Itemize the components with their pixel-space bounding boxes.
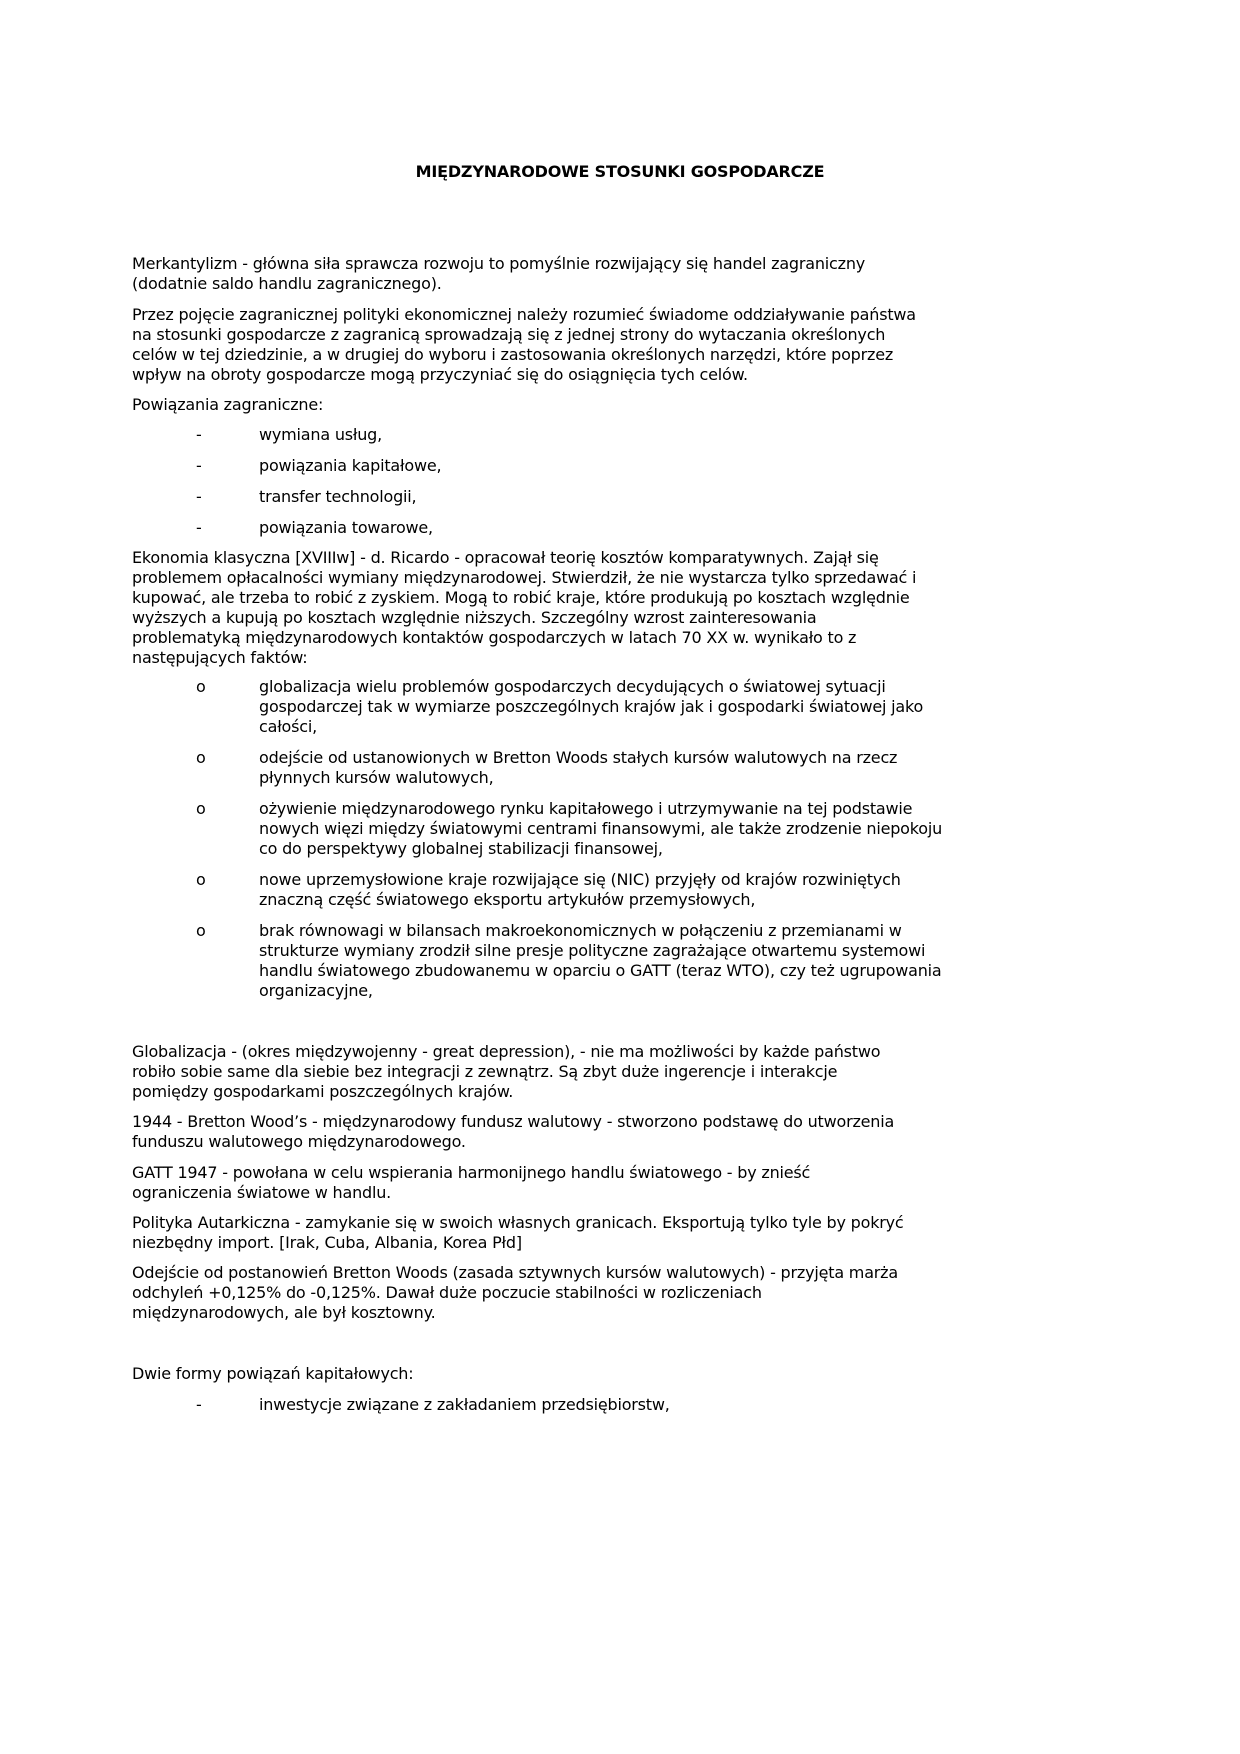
- list-bullet: -: [196, 425, 202, 444]
- text-line: Odejście od postanowień Bretton Woods (zasada sztywnych kursów walutowych) - przyjęta marża: [132, 1263, 898, 1282]
- text-line: GATT 1947 - powołana w celu wspierania harmonijnego handlu światowego - by znieść: [132, 1163, 811, 1182]
- list-item-text: [259, 921, 942, 1001]
- paragraph: [132, 1112, 1012, 1152]
- text-line: Polityka Autarkiczna - zamykanie się w swoich własnych granicach. Eksportują tylko tyle by pokryć: [132, 1213, 904, 1232]
- text-line: organizacyjne,: [259, 981, 373, 1000]
- text-line: płynnych kursów walutowych,: [259, 768, 494, 787]
- text-line: na stosunki gospodarcze z zagranicą sprowadzają się z jednej strony do wytaczania określonych: [132, 325, 886, 344]
- text-line: następujących faktów:: [132, 648, 308, 667]
- list-item-text: [259, 677, 923, 737]
- list-item-text: [259, 799, 942, 859]
- paragraph: [132, 1263, 1012, 1323]
- paragraph: [132, 254, 1012, 294]
- list-bullet: -: [196, 487, 202, 506]
- paragraph: [132, 1364, 1012, 1384]
- text-line: robiło sobie same dla siebie bez integracji z zewnątrz. Są zbyt duże ingerencje i interakcje: [132, 1062, 838, 1081]
- paragraph: [132, 1213, 1012, 1253]
- text-line: wyższych a kupują po kosztach względnie niższych. Szczególny wzrost zainteresowania: [132, 608, 817, 627]
- text-line: pomiędzy gospodarkami poszczególnych krajów.: [132, 1082, 514, 1101]
- list-item-text: [259, 518, 433, 538]
- list-bullet: -: [196, 1395, 202, 1414]
- list-item-text: [259, 870, 901, 910]
- text-line: Dwie formy powiązań kapitałowych:: [132, 1364, 414, 1383]
- text-line: kupować, ale trzeba to robić z zyskiem. Mogą to robić kraje, które produkują po kosztach względnie: [132, 588, 910, 607]
- text-line: ograniczenia światowe w handlu.: [132, 1183, 392, 1202]
- list-bullet: o: [196, 748, 206, 767]
- text-line: wymiana usług,: [259, 425, 383, 444]
- text-line: brak równowagi w bilansach makroekonomicznych w połączeniu z przemianami w: [259, 921, 902, 940]
- text-line: inwestycje związane z zakładaniem przedsiębiorstw,: [259, 1395, 670, 1414]
- text-line: wpływ na obroty gospodarcze mogą przyczyniać się do osiągnięcia tych celów.: [132, 365, 748, 384]
- list-item-text: [259, 1395, 670, 1415]
- text-line: odejście od ustanowionych w Bretton Woods stałych kursów walutowych na rzecz: [259, 748, 898, 767]
- text-line: ożywienie międzynarodowego rynku kapitałowego i utrzymywanie na tej podstawie: [259, 799, 913, 818]
- text-line: niezbędny import. [Irak, Cuba, Albania, Korea Płd]: [132, 1233, 522, 1252]
- text-line: nowych więzi między światowymi centrami finansowymi, ale także zrodzenie niepokoju: [259, 819, 943, 838]
- list-bullet: o: [196, 799, 206, 818]
- text-line: Globalizacja - (okres międzywojenny - great depression), - nie ma możliwości by każde państwo: [132, 1042, 881, 1061]
- text-line: problemem opłacalności wymiany międzynarodowej. Stwierdził, że nie wystarcza tylko sprzedawać i: [132, 568, 917, 587]
- text-line: (dodatnie saldo handlu zagranicznego).: [132, 274, 442, 293]
- list-bullet: o: [196, 921, 206, 940]
- document-title: MIĘDZYNARODOWE STOSUNKI GOSPODARCZE: [415, 162, 825, 181]
- text-line: powiązania kapitałowe,: [259, 456, 442, 475]
- text-line: Ekonomia klasyczna [XVIIIw] - d. Ricardo - opracował teorię kosztów komparatywnych. Zajął się: [132, 548, 879, 567]
- text-line: międzynarodowych, ale był kosztowny.: [132, 1303, 436, 1322]
- text-line: znaczną część światowego eksportu artykułów przemysłowych,: [259, 890, 756, 909]
- list-item-text: [259, 748, 897, 788]
- text-line: odchyleń +0,125% do -0,125%. Dawał duże poczucie stabilności w rozliczeniach: [132, 1283, 762, 1302]
- text-line: Merkantylizm - główna siła sprawcza rozwoju to pomyślnie rozwijający się handel zagraniczny: [132, 254, 866, 273]
- list-bullet: o: [196, 677, 206, 696]
- text-line: celów w tej dziedzinie, a w drugiej do wyboru i zastosowania określonych narzędzi, które poprzez: [132, 345, 894, 364]
- paragraph: [132, 395, 1012, 415]
- text-line: Powiązania zagraniczne:: [132, 395, 324, 414]
- text-line: handlu światowego zbudowanemu w oparciu o GATT (teraz WTO), czy też ugrupowania: [259, 961, 942, 980]
- text-line: funduszu walutowego międzynarodowego.: [132, 1132, 466, 1151]
- text-line: Przez pojęcie zagranicznej polityki ekonomicznej należy rozumieć świadome oddziaływanie państwa: [132, 305, 916, 324]
- list-item-text: [259, 425, 382, 445]
- text-line: 1944 - Bretton Wood’s - międzynarodowy fundusz walutowy - stworzono podstawę do utworzenia: [132, 1112, 895, 1131]
- text-line: nowe uprzemysłowione kraje rozwijające się (NIC) przyjęły od krajów rozwiniętych: [259, 870, 901, 889]
- text-line: problematyką międzynarodowych kontaktów gospodarczych w latach 70 XX w. wynikało to z: [132, 628, 857, 647]
- text-line: gospodarczej tak w wymiarze poszczególnych krajów jak i gospodarki światowej jako: [259, 697, 924, 716]
- text-line: globalizacja wielu problemów gospodarczych decydujących o światowej sytuacji: [259, 677, 886, 696]
- paragraph: [132, 305, 1012, 385]
- list-item-text: [259, 487, 416, 507]
- text-line: powiązania towarowe,: [259, 518, 433, 537]
- list-bullet: o: [196, 870, 206, 889]
- text-line: strukturze wymiany zrodził silne presje polityczne zagrażające otwartemu systemowi: [259, 941, 926, 960]
- paragraph: [132, 1042, 1012, 1102]
- list-bullet: -: [196, 456, 202, 475]
- paragraph: [132, 548, 1012, 668]
- list-item-text: [259, 456, 441, 476]
- text-line: całości,: [259, 717, 318, 736]
- text-line: transfer technologii,: [259, 487, 417, 506]
- text-line: co do perspektywy globalnej stabilizacji finansowej,: [259, 839, 663, 858]
- paragraph: [132, 1163, 1012, 1203]
- list-bullet: -: [196, 518, 202, 537]
